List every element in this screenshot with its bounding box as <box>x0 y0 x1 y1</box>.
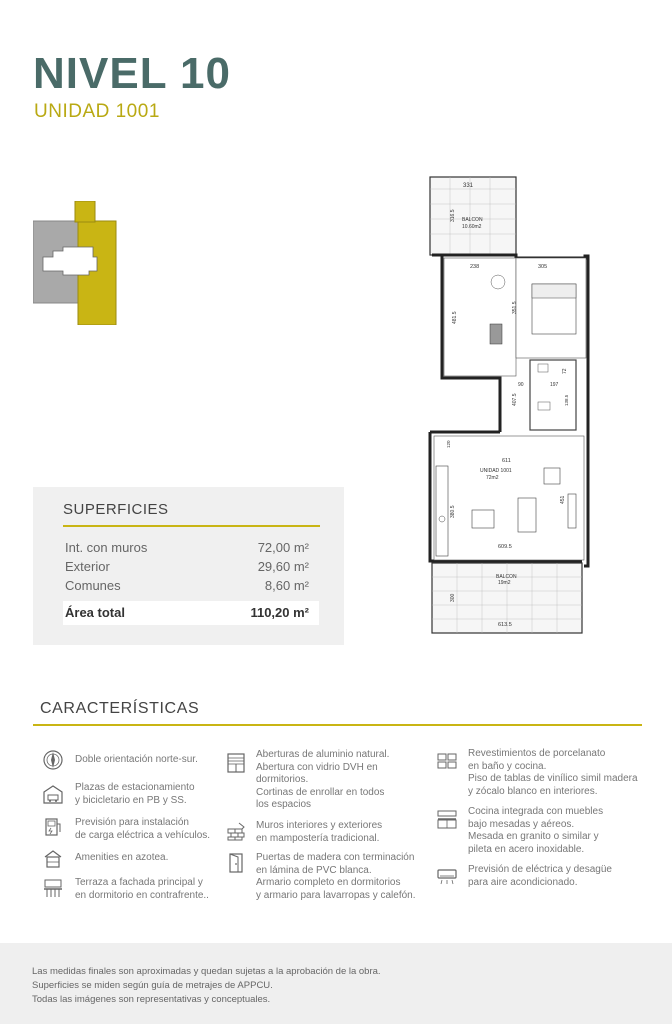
feature-orientation: Doble orientación norte-sur. <box>75 754 198 765</box>
plan-dim-72: 72 <box>562 368 568 374</box>
door-icon <box>225 852 247 874</box>
feature-kitchen: Cocina integrada con muebles bajo mesadas y aéreos. Mesada en granito o similar y pileta en acero inoxidable. <box>468 806 604 855</box>
kitchen-icon <box>436 808 458 830</box>
plan-dim-120: 120 <box>446 440 451 448</box>
surface-label: Exterior <box>65 559 110 574</box>
feature-parking: Plazas de estacionamiento y bicicletario en PB y SS. <box>75 782 195 806</box>
disclaimer-line: Todas las imágenes son representativas y conceptuales. <box>32 994 271 1005</box>
surface-total-value: 110,20 m² <box>250 605 309 620</box>
feature-finishes: Revestimientos de porcelanato en baño y cocina. Piso de tablas de vinílico simil madera y zócalo blanco en interiores. <box>468 748 638 797</box>
surface-value: 72,00 m² <box>257 540 309 555</box>
characteristics-title: CARACTERÍSTICAS <box>40 700 200 717</box>
air-conditioner-icon <box>436 865 458 887</box>
balcony-railing-icon <box>42 877 64 899</box>
plan-dim-611: 611 <box>502 458 511 464</box>
disclaimer-footer <box>0 943 672 1024</box>
plan-dim-197: 197 <box>550 382 559 388</box>
compass-icon <box>42 749 64 771</box>
garage-car-icon <box>42 783 64 805</box>
surface-label: Comunes <box>65 578 121 593</box>
plan-dim-138: 138.5 <box>564 394 569 406</box>
ev-charger-icon <box>42 816 64 838</box>
plan-label-unit-area: 72m2 <box>486 475 499 481</box>
feature-walls: Muros interiores y exteriores en mampostería tradicional. <box>256 820 383 844</box>
keyplan-unit-top <box>75 201 95 222</box>
plan-label-balcon-top: BALCON <box>462 217 483 223</box>
plan-dim-300: 300 <box>450 593 456 602</box>
surface-value: 8,60 m² <box>264 578 309 593</box>
plan-dim-238: 238 <box>470 264 480 270</box>
plan-dim-305: 305 <box>538 264 548 270</box>
rooftop-amenities-icon <box>42 847 64 869</box>
feature-air-conditioning: Previsión de eléctrica y desagüe para aire acondicionado. <box>468 864 612 888</box>
feature-terrace: Terraza a fachada principal y en dormitorio en contrafrente.. <box>75 877 209 901</box>
plan-label-balcon-bottom: BALCON <box>496 574 517 580</box>
surface-label: Int. con muros <box>65 540 148 555</box>
page-title: NIVEL 10 <box>33 49 231 98</box>
surfaces-panel <box>33 487 344 645</box>
feature-amenities: Amenities en azotea. <box>75 852 169 863</box>
plan-dim-316: 316.5 <box>450 209 456 222</box>
plan-label-balcon-top-area: 10.60m2 <box>462 224 482 230</box>
surfaces-title: SUPERFICIES <box>63 501 169 518</box>
plan-dim-613: 613.5 <box>498 622 512 628</box>
tiles-icon <box>436 750 458 772</box>
characteristics-divider <box>33 724 642 726</box>
disclaimer-line: Las medidas finales son aproximadas y quedan sujetas a la aprobación de la obra. <box>32 966 381 977</box>
feature-openings: Aberturas de aluminio natural. Abertura con vidrio DVH en dormitorios. Cortinas de enrollar en todos los espacios <box>256 749 390 810</box>
disclaimer-line: Superficies se miden según guía de metrajes de APPCU. <box>32 980 273 991</box>
feature-ev-charging: Previsión para instalación de carga eléctrica a vehículos. <box>75 817 211 841</box>
plan-dim-331: 331 <box>463 183 474 189</box>
plan-dim-380: 380.5 <box>450 505 456 518</box>
window-icon <box>225 752 247 774</box>
surface-value: 29,60 m² <box>257 559 309 574</box>
plan-dim-481: 481.5 <box>452 311 458 324</box>
plan-dim-90: 90 <box>518 382 524 388</box>
plan-dim-407: 407.5 <box>512 393 518 406</box>
key-plan <box>33 201 118 325</box>
plan-dim-451: 451 <box>560 495 566 504</box>
brick-wall-icon <box>225 820 247 842</box>
surface-total-row <box>63 601 319 625</box>
feature-doors: Puertas de madera con terminación en lámina de PVC blanca. Armario completo en dormitorios y armario para lavarropas y calefón. <box>256 852 416 901</box>
plan-dim-609: 609.5 <box>498 544 512 550</box>
surfaces-divider <box>63 525 320 527</box>
plan-dim-351: 351.5 <box>512 301 518 314</box>
floor-plan <box>420 174 592 638</box>
page-subtitle: UNIDAD 1001 <box>34 101 160 122</box>
surface-total-label: Área total <box>65 605 125 620</box>
plan-label-balcon-bottom-area: 19m2 <box>498 580 511 586</box>
plan-label-unit: UNIDAD 1001 <box>480 468 512 474</box>
